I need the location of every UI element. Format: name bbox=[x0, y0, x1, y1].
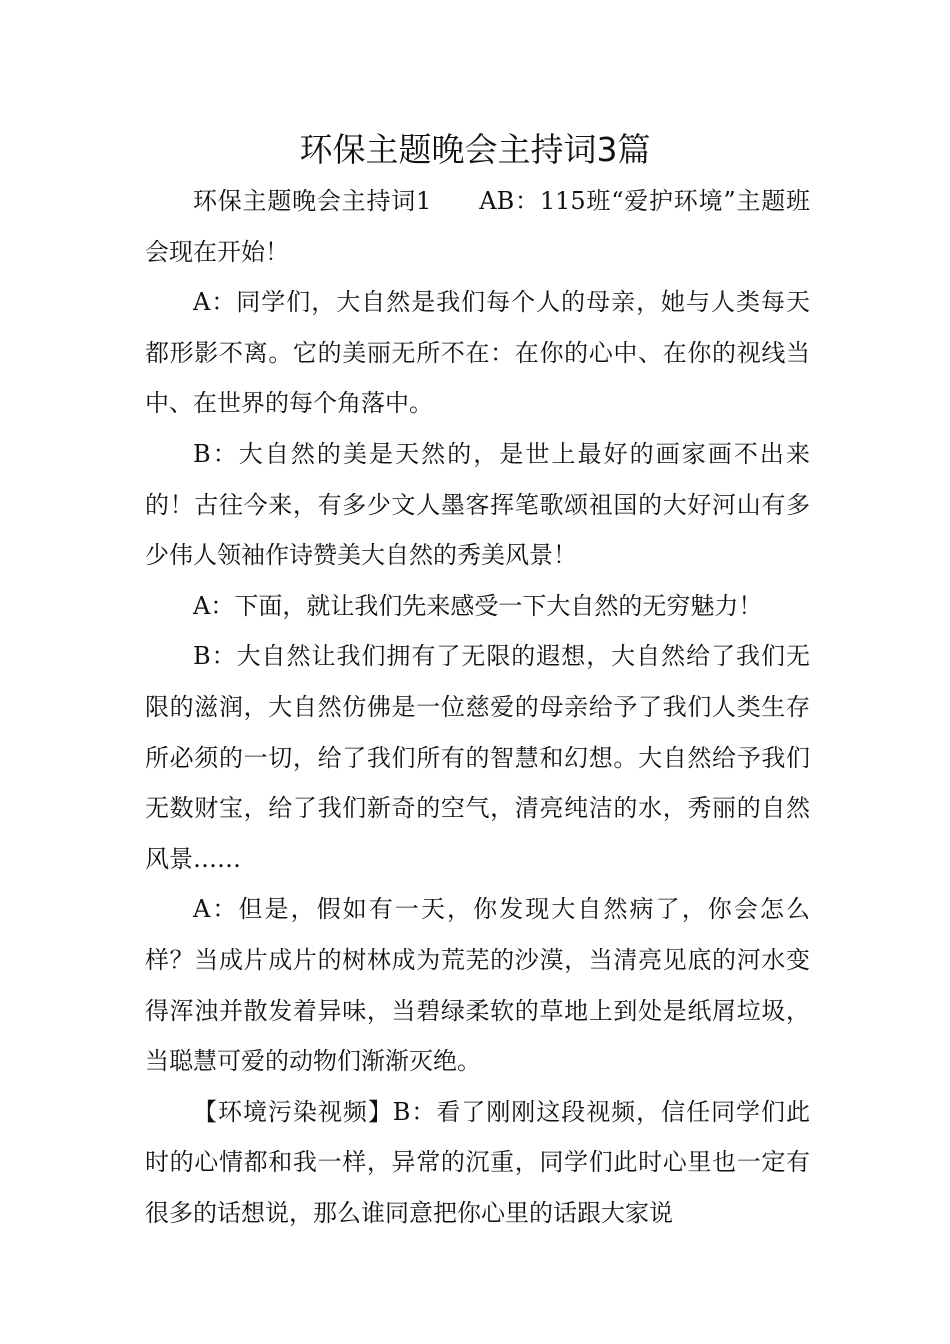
section-heading: 环保主题晚会主持词1 bbox=[193, 187, 432, 215]
paragraph: A：同学们，大自然是我们每个人的母亲，她与人类每天都形影不离。它的美丽无所不在：在你的心中、在你的视线当中、在世界的每个角落中。 bbox=[145, 288, 810, 418]
paragraph: A：但是，假如有一天，你发现大自然病了，你会怎么样？当成片成片的树林成为荒芜的沙漠，当清亮见底的河水变得浑浊并散发着异味，当碧绿柔软的草地上到处是纸屑垃圾，当聪慧可爱的动物们渐渐灭绝。 bbox=[145, 895, 810, 1076]
document-title: 环保主题晚会主持词3篇 bbox=[299, 130, 651, 169]
paragraph-text: AB：115班“爱护环境”主题班会现在开始！ bbox=[145, 187, 810, 266]
paragraph: B：大自然的美是天然的，是世上最好的画家画不出来的！古往今来，有多少文人墨客挥笔歌颂祖国的大好河山有多少伟人领袖作诗赞美大自然的秀美风景！ bbox=[145, 439, 810, 570]
paragraph-intro bbox=[145, 176, 810, 277]
paragraph: A：下面，就让我们先来感受一下大自然的无穷魅力！ bbox=[193, 591, 763, 620]
document-body bbox=[145, 176, 810, 1238]
paragraph: B：大自然让我们拥有了无限的遐想，大自然给了我们无限的滋润，大自然仿佛是一位慈爱的母亲给予了我们人类生存所必须的一切，给了我们所有的智慧和幻想。大自然给予我们无数财宝，给了我们新奇的空气，清亮纯洁的水，秀丽的自然风景…… bbox=[145, 642, 810, 873]
paragraph: 【环境污染视频】B：看了刚刚这段视频，信任同学们此时的心情都和我一样，异常的沉重，同学们此时心里也一定有很多的话想说，那么谁同意把你心里的话跟大家说 bbox=[145, 1097, 810, 1227]
